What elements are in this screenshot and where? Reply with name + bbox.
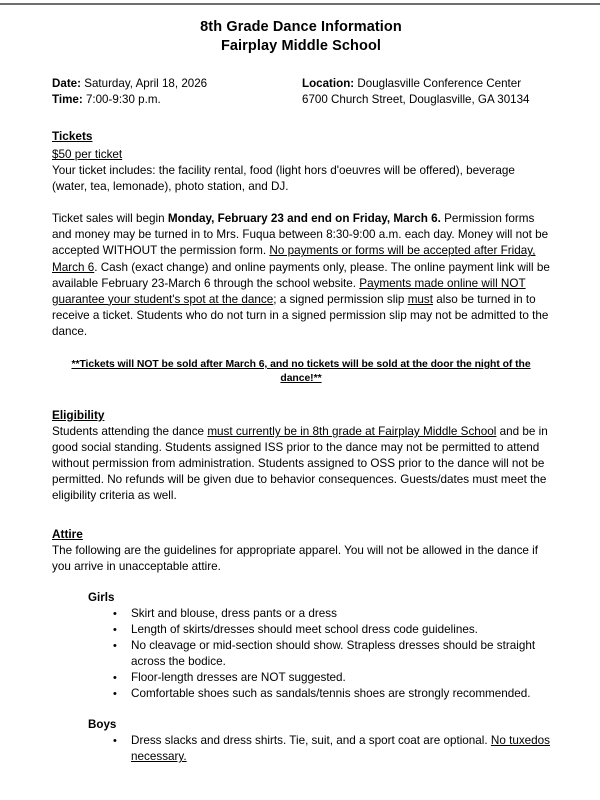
list-item: • No cleavage or mid-section should show. Strapless dresses should be straight across the bodice. (122, 638, 550, 670)
event-details-block (52, 76, 550, 107)
event-location-column (302, 76, 550, 107)
header-divider-rule (0, 3, 600, 5)
boys-subheading: Boys (88, 718, 117, 732)
eligibility-heading: Eligibility (52, 408, 105, 423)
event-address-line: 6700 Church Street, Douglasville, GA 30134 (302, 92, 530, 106)
tickets-heading: Tickets (52, 129, 93, 143)
eligibility-paragraph (52, 424, 550, 504)
event-location-label: Location: (302, 77, 355, 90)
list-item: • Comfortable shoes such as sandals/tennis shoes are strongly recommended. (122, 686, 550, 702)
event-datetime-column (52, 76, 302, 107)
sales-underline-2: Payments made online will NOT guarantee your student's spot at the dance (52, 276, 526, 306)
event-time-label: Time: (52, 92, 83, 106)
ticket-price: $50 per ticket (52, 148, 123, 161)
sales-text-2: Permission forms and money may be turned in to Mrs. Fuqua between 8:30-9:00 a.m. each day. Money will not be accepted WITHOUT the permission form. (52, 212, 549, 258)
event-time-value: 7:00-9:30 p.m. (82, 92, 161, 106)
tickets-section (52, 127, 550, 386)
sales-dates-bold: Monday, February 23 and end on Friday, March 6. (167, 212, 441, 226)
eligibility-section (52, 406, 550, 504)
tickets-warning-notice: **Tickets will NOT be sold after March 6, and no tickets will be sold at the door the night of the dance!** (71, 359, 531, 385)
ticket-sales-paragraph (52, 211, 550, 340)
ticket-includes-paragraph: Your ticket includes: the facility rental, food (light hors d'oeuvres will be offered), beverage (water, tea, lemonade), photo station, and DJ. (52, 164, 515, 194)
boys-item-underline: No tuxedos necessary. (131, 734, 551, 764)
list-item (122, 733, 550, 765)
page-title: 8th Grade Dance Information (200, 19, 402, 35)
boys-item-text: Dress slacks and dress shirts. Tie, suit, and a sport coat are optional. (131, 734, 491, 748)
sales-underline-1: No payments or forms will be accepted after Friday, March 6 (52, 244, 536, 274)
sales-text-5: also be turned in to receive a ticket. Students who do not turn in a signed permission slip may not be admitted to the dance. (52, 292, 549, 338)
sales-underline-must: must (407, 292, 434, 306)
eligibility-underline-1: must currently be in 8th grade at Fairplay Middle School (207, 425, 497, 439)
event-date-label: Date: (52, 77, 81, 90)
attire-section (52, 525, 550, 766)
list-item: • Length of skirts/dresses should meet school dress code guidelines. (122, 622, 550, 638)
event-date-value: Saturday, April 18, 2026 (81, 77, 208, 90)
eligibility-text-1: Students attending the dance (52, 425, 208, 439)
page-subtitle: Fairplay Middle School (220, 38, 382, 54)
event-location-line (302, 76, 550, 92)
sales-text-4: ; a signed permission slip (273, 292, 408, 306)
attire-intro-paragraph: The following are the guidelines for appropriate apparel. You will not be allowed in the dance if you arrive in unacceptable attire. (52, 543, 539, 573)
sales-text-3: . Cash (exact change) and online payments only, please. The online payment link will be available February 23-March 6 through the school website. (52, 260, 550, 290)
eligibility-text-2: and be in good social standing. Students assigned ISS prior to the dance may not be permitted to attend without permission from administration. Students assigned to OSS prior to the dance will not be permitted. No refunds will be given due to behavior consequences. Guests/dates must meet the eligibility criteria as well. (52, 425, 548, 503)
event-date-line (52, 76, 302, 92)
list-item: • Floor-length dresses are NOT suggested. (122, 670, 550, 686)
event-time-line (52, 92, 302, 108)
boys-attire-list (52, 733, 550, 765)
girls-subheading: Girls (88, 590, 115, 604)
list-item: • Skirt and blouse, dress pants or a dress (122, 606, 550, 622)
sales-text-1: Ticket sales will begin (52, 212, 168, 226)
attire-heading: Attire (52, 526, 83, 541)
event-location-value: Douglasville Conference Center (354, 77, 522, 90)
girls-attire-list (52, 606, 550, 703)
paragraph-spacer (52, 195, 550, 211)
document-content (52, 18, 550, 765)
